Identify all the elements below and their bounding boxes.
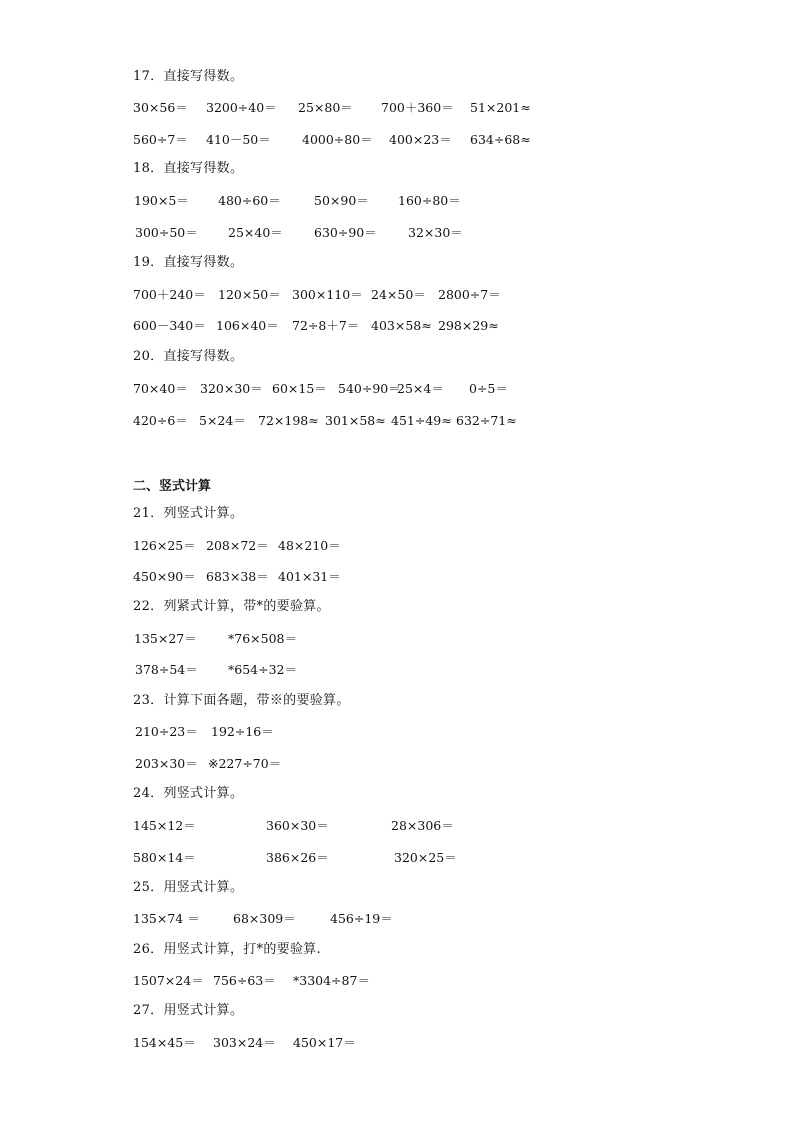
expression-cell: 106×40＝ (216, 318, 279, 333)
expression-cell: 401×31＝ (278, 569, 341, 584)
expression-cell: 145×12＝ (133, 818, 196, 833)
expression-cell: 60×15＝ (272, 381, 327, 396)
expression-cell: 208×72＝ (206, 538, 269, 553)
expression-cell: 28×306＝ (391, 818, 454, 833)
expression-cell: 298×29≈ (438, 318, 499, 333)
expression-cell: 303×24＝ (213, 1035, 276, 1050)
expression-cell: *3304÷87＝ (293, 973, 370, 988)
expression-cell: 51×201≈ (470, 100, 531, 115)
expression-cell: 386×26＝ (266, 850, 329, 865)
expression-cell: 320×25＝ (394, 850, 457, 865)
expression-cell: 400×23＝ (389, 132, 452, 147)
question-heading: 20．直接写得数。 (133, 349, 244, 364)
question-heading: 26．用竖式计算，打*的要验算. (133, 942, 321, 957)
question-heading: 25．用竖式计算。 (133, 880, 244, 895)
expression-cell: 300×110＝ (292, 287, 363, 302)
expression-cell: 634÷68≈ (470, 132, 531, 147)
expression-cell: 632÷71≈ (456, 413, 517, 428)
expression-cell: 154×45＝ (133, 1035, 196, 1050)
expression-cell: 210÷23＝ (135, 724, 198, 739)
question-heading: 24．列竖式计算。 (133, 786, 244, 801)
expression-cell: 360×30＝ (266, 818, 329, 833)
expression-cell: 160÷80＝ (398, 193, 461, 208)
expression-cell: 72÷8＋7＝ (292, 318, 360, 333)
expression-cell: 456÷19＝ (330, 911, 393, 926)
expression-cell: 540÷90＝ (338, 381, 401, 396)
expression-cell: 25×80＝ (298, 100, 353, 115)
expression-cell: 403×58≈ (371, 318, 432, 333)
expression-cell: 68×309＝ (233, 911, 296, 926)
expression-cell: 630÷90＝ (314, 225, 377, 240)
question-heading: 21．列竖式计算。 (133, 506, 244, 521)
expression-cell: *76×508＝ (228, 631, 297, 646)
expression-cell: 24×50＝ (371, 287, 426, 302)
expression-cell: ※227÷70＝ (208, 756, 282, 771)
expression-cell: 50×90＝ (314, 193, 369, 208)
expression-cell: 135×74 ＝ (133, 911, 200, 926)
expression-cell: 72×198≈ (258, 413, 319, 428)
expression-cell: 4000÷80＝ (302, 132, 373, 147)
section-heading: 二、竖式计算 (133, 479, 212, 494)
expression-cell: 300÷50＝ (135, 225, 198, 240)
question-heading: 27．用竖式计算。 (133, 1003, 244, 1018)
expression-cell: 192÷16＝ (211, 724, 274, 739)
expression-cell: 450×90＝ (133, 569, 196, 584)
expression-cell: 70×40＝ (133, 381, 188, 396)
expression-cell: 5×24＝ (199, 413, 246, 428)
expression-cell: 420÷6＝ (133, 413, 188, 428)
expression-cell: 450×17＝ (293, 1035, 356, 1050)
expression-cell: 560÷7＝ (133, 132, 188, 147)
expression-cell: 135×27＝ (134, 631, 197, 646)
expression-cell: 3200÷40＝ (206, 100, 277, 115)
question-heading: 23．计算下面各题，带※的要验算。 (133, 693, 350, 708)
expression-cell: 0÷5＝ (469, 381, 508, 396)
expression-cell: 378÷54＝ (135, 662, 198, 677)
expression-cell: 25×4＝ (397, 381, 444, 396)
expression-cell: 203×30＝ (135, 756, 198, 771)
expression-cell: 120×50＝ (218, 287, 281, 302)
expression-cell: 756÷63＝ (213, 973, 276, 988)
expression-cell: 683×38＝ (206, 569, 269, 584)
expression-cell: 320×30＝ (200, 381, 263, 396)
expression-cell: 48×210＝ (278, 538, 341, 553)
expression-cell: 451÷49≈ (391, 413, 452, 428)
expression-cell: 700＋360＝ (381, 100, 454, 115)
expression-cell: 580×14＝ (133, 850, 196, 865)
expression-cell: *654÷32＝ (228, 662, 297, 677)
expression-cell: 25×40＝ (228, 225, 283, 240)
question-heading: 17．直接写得数。 (133, 69, 244, 84)
expression-cell: 301×58≈ (325, 413, 386, 428)
question-heading: 22．列紧式计算，带*的要验算。 (133, 599, 330, 614)
expression-cell: 700＋240＝ (133, 287, 206, 302)
expression-cell: 480÷60＝ (218, 193, 281, 208)
expression-cell: 32×30＝ (408, 225, 463, 240)
expression-cell: 126×25＝ (133, 538, 196, 553)
expression-cell: 190×5＝ (134, 193, 189, 208)
expression-cell: 600－340＝ (133, 318, 206, 333)
expression-cell: 30×56＝ (133, 100, 188, 115)
expression-cell: 1507×24＝ (133, 973, 204, 988)
question-heading: 18．直接写得数。 (133, 161, 244, 176)
expression-cell: 410－50＝ (206, 132, 271, 147)
expression-cell: 2800÷7＝ (438, 287, 501, 302)
question-heading: 19．直接写得数。 (133, 255, 244, 270)
